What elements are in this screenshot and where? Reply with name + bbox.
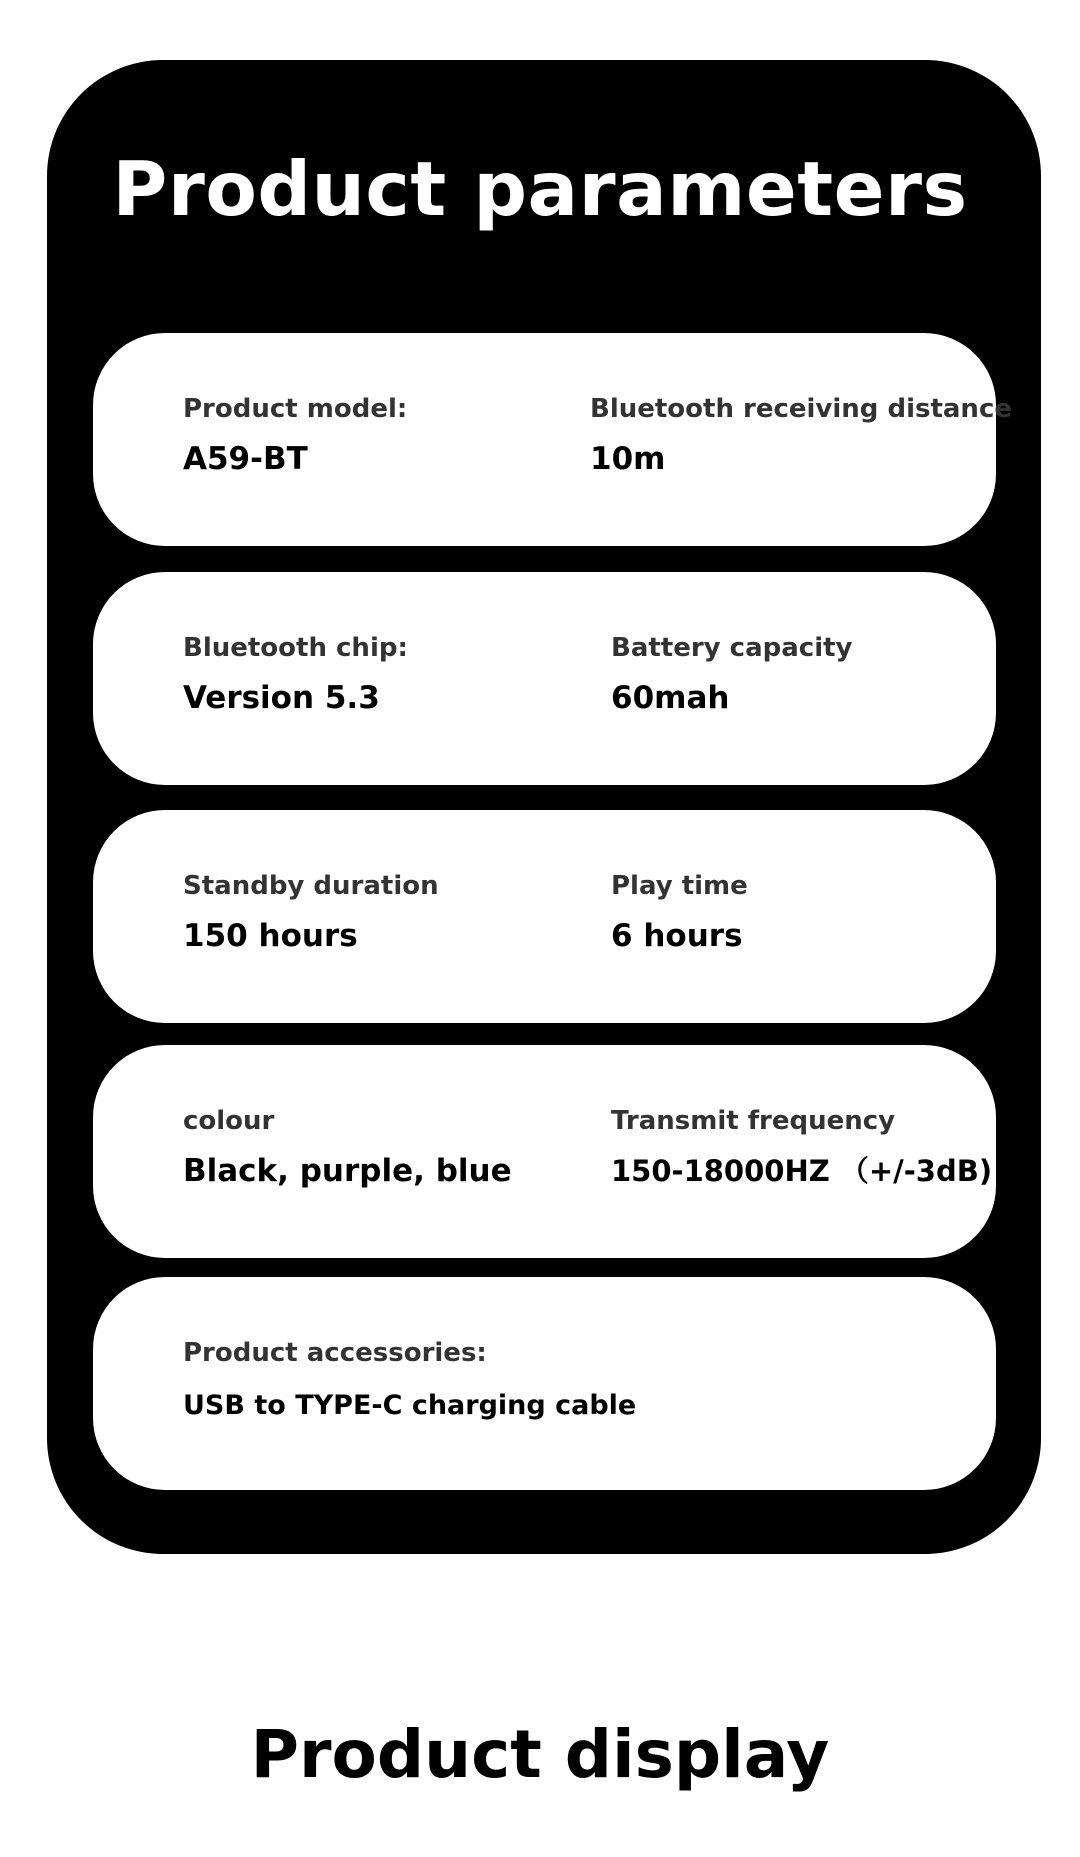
parameter-value: 6 hours [611, 918, 743, 954]
parameter-battery-capacity [611, 630, 853, 719]
parameter-product-model [183, 391, 407, 480]
parameter-card-standby-play [93, 810, 996, 1023]
parameter-label: Product accessories: [183, 1338, 487, 1368]
parameter-value: 60mah [611, 680, 730, 716]
parameter-label: Bluetooth chip: [183, 633, 408, 663]
parameter-product-accessories [183, 1335, 636, 1427]
parameter-card-accessories [93, 1277, 996, 1490]
parameter-label: Standby duration [183, 871, 439, 901]
parameter-transmit-frequency [611, 1103, 992, 1192]
parameter-label: colour [183, 1106, 275, 1136]
parameter-card-colour-frequency [93, 1045, 996, 1258]
parameter-label: Product model: [183, 394, 408, 424]
parameter-label: Transmit frequency [611, 1106, 896, 1136]
parameter-value: Black, purple, blue [183, 1153, 512, 1189]
product-display-title: Product display [250, 1716, 830, 1793]
parameter-label: Play time [611, 871, 748, 901]
parameter-value: 150-18000HZ （+/-3dB) [611, 1154, 993, 1188]
parameter-bluetooth-distance [590, 391, 1012, 480]
parameter-label: Bluetooth receiving distance [590, 394, 1012, 424]
parameters-title: Product parameters [112, 145, 968, 233]
parameter-play-time [611, 868, 748, 957]
parameter-value: 10m [590, 441, 666, 477]
parameter-value: A59-BT [183, 441, 308, 477]
parameter-value: 150 hours [183, 918, 358, 954]
parameter-value: Version 5.3 [183, 680, 380, 716]
parameter-colour [183, 1103, 512, 1192]
parameter-standby-duration [183, 868, 439, 957]
parameter-card-model-distance [93, 333, 1012, 546]
parameter-value: USB to TYPE-C charging cable [183, 1390, 637, 1421]
parameter-bluetooth-chip [183, 630, 408, 719]
parameter-label: Battery capacity [611, 633, 853, 663]
parameter-card-chip-battery [93, 572, 996, 785]
